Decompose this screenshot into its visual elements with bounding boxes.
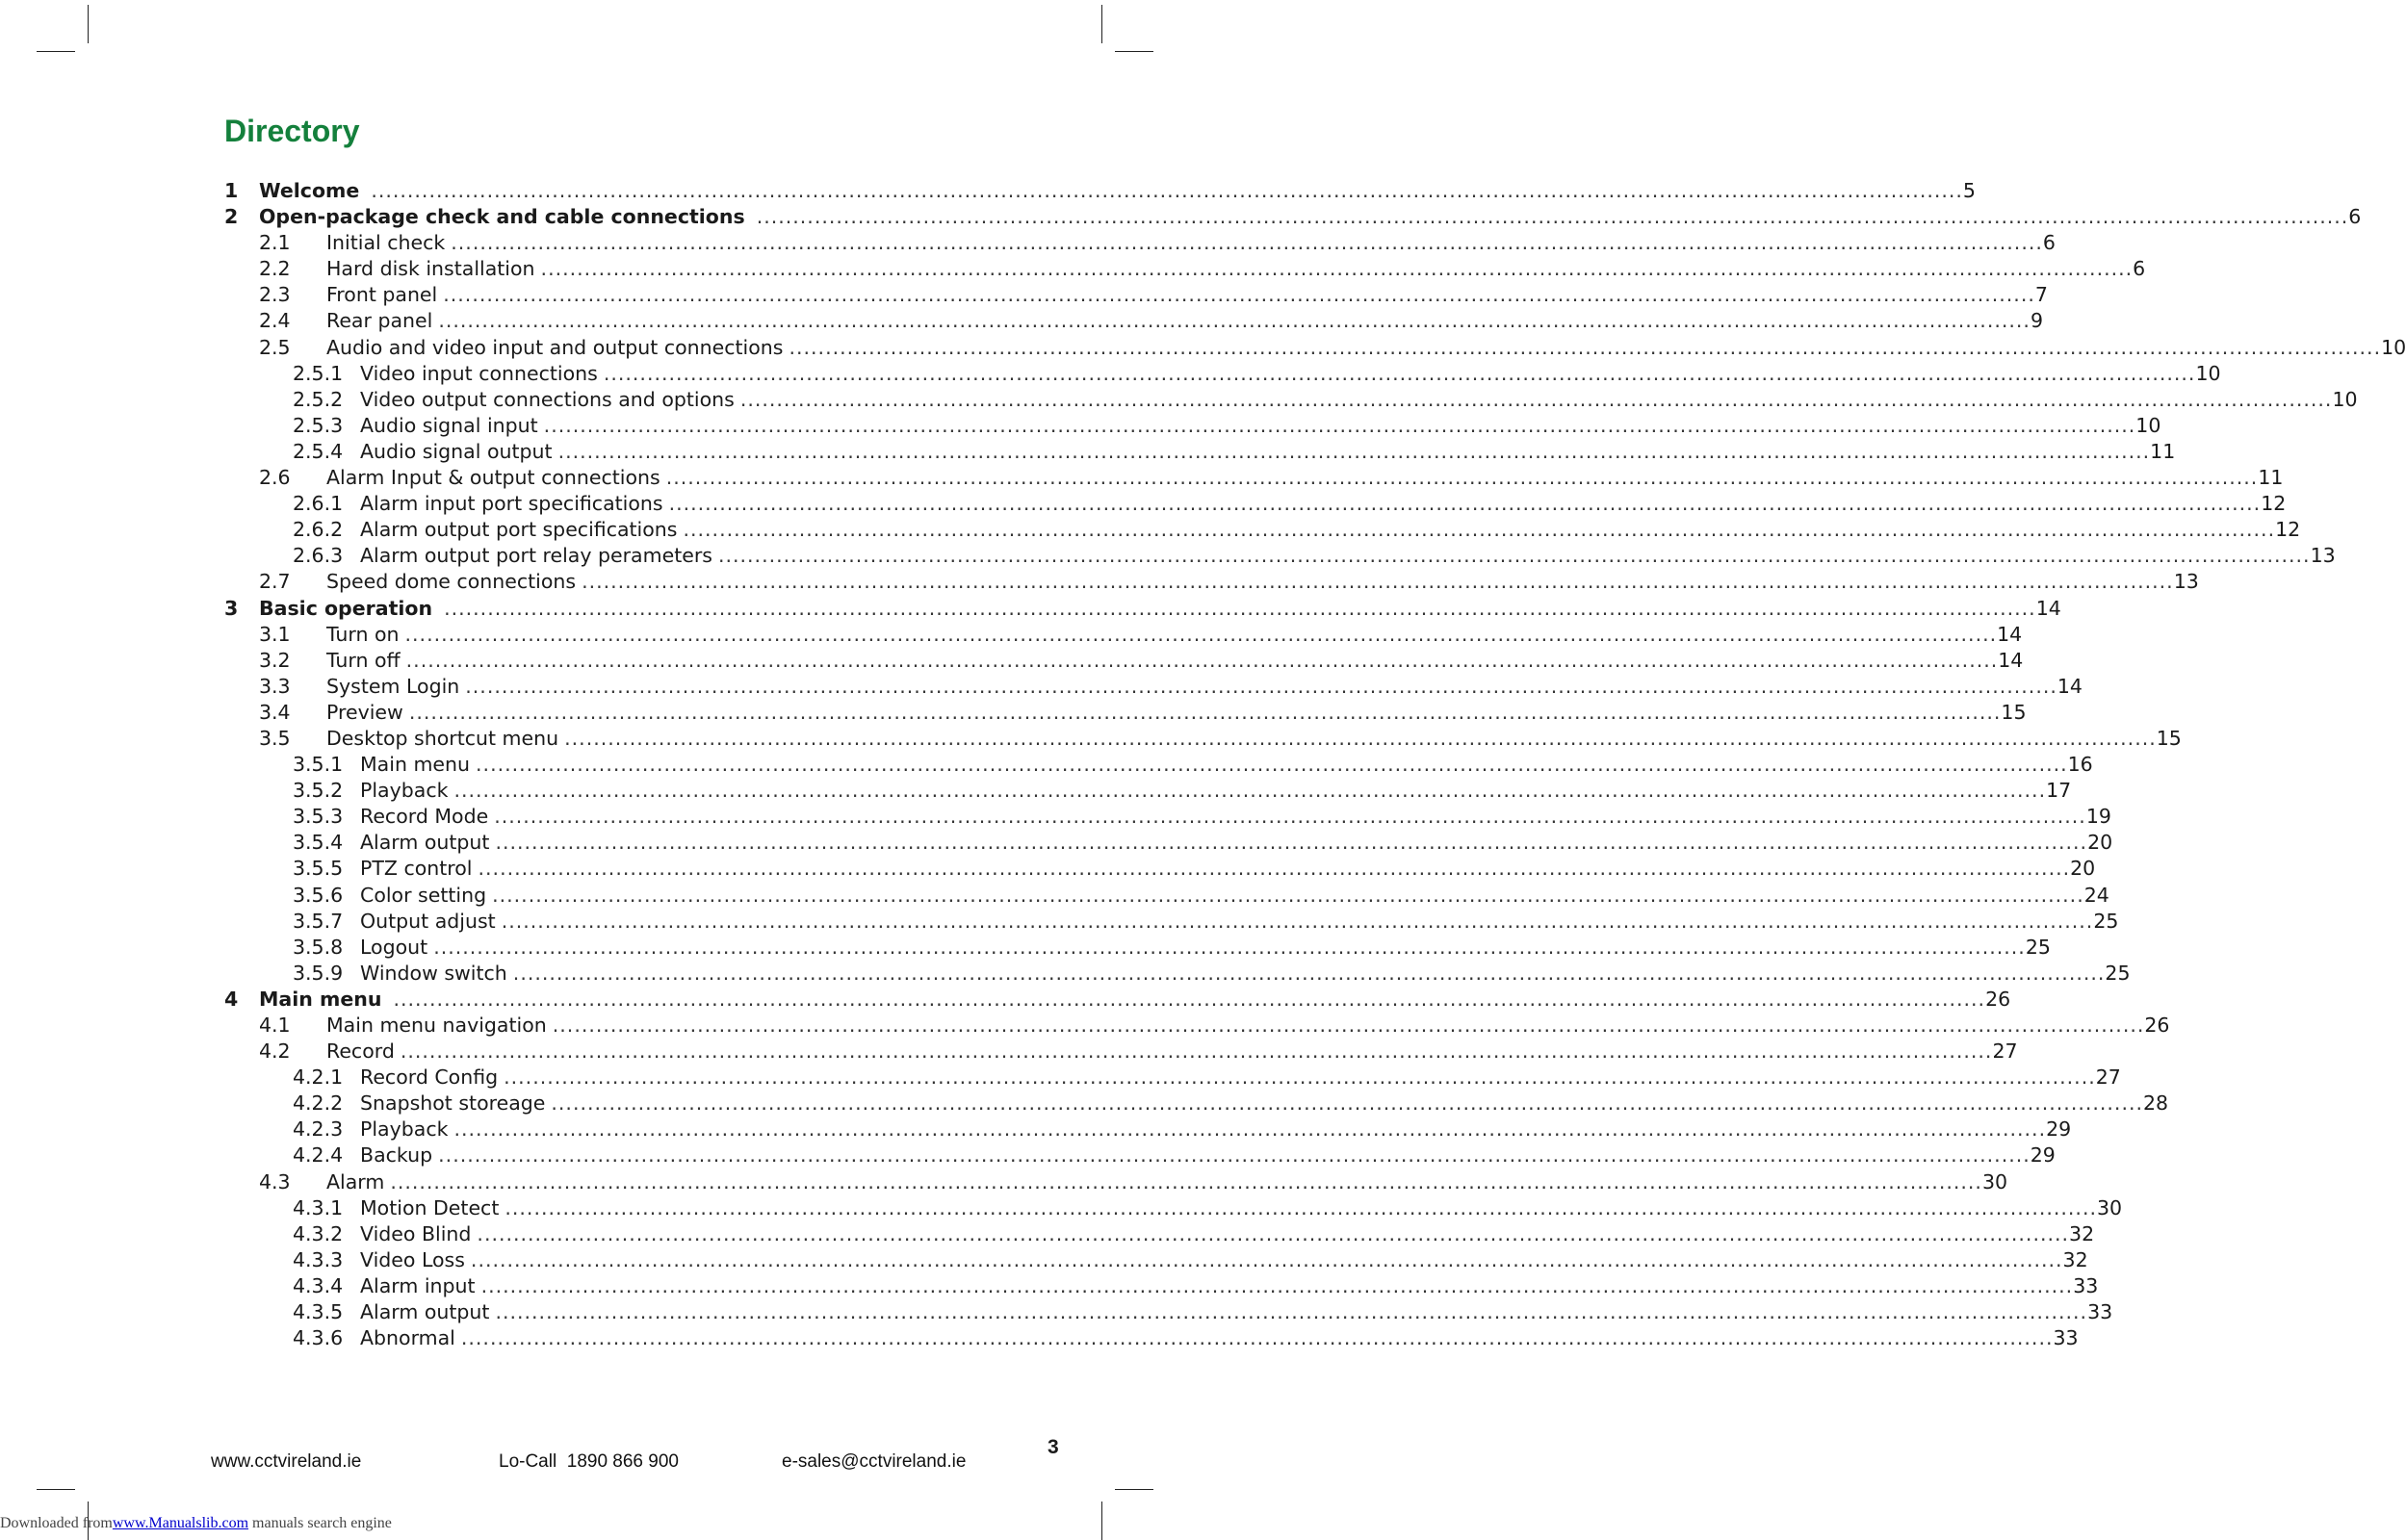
toc-entry xyxy=(224,178,1976,204)
toc-entry xyxy=(224,752,2093,778)
toc-entry-number: 1 xyxy=(224,179,239,202)
toc-entry-page: 24 xyxy=(2083,883,2109,907)
toc-entry-number: 2.6.3 xyxy=(293,544,344,568)
toc-entry-page: 17 xyxy=(2046,779,2072,803)
toc-entry xyxy=(224,387,2358,413)
download-prefix: Downloaded from xyxy=(0,1515,113,1531)
toc-entry-label: Backup xyxy=(360,1143,433,1168)
toc-entry xyxy=(224,1142,2056,1168)
toc-entry-page: 12 xyxy=(2275,518,2301,542)
toc-entry-number: 3.5.2 xyxy=(293,779,344,803)
toc-entry-page: 20 xyxy=(2087,831,2113,855)
toc-entry-number: 4.1 xyxy=(259,1014,291,1037)
toc-dot-leader: ............................................................................................................................................................................................................................ xyxy=(438,309,2031,333)
toc-entry-page: 9 xyxy=(2030,309,2043,333)
toc-dot-leader: ............................................................................................................................................................................................................................ xyxy=(480,1273,2074,1297)
toc-dot-leader: ............................................................................................................................................................................................................................ xyxy=(501,909,2094,933)
toc-entry-page: 6 xyxy=(2042,231,2056,255)
toc-entry-number: 2.6.1 xyxy=(293,492,344,516)
toc-dot-leader: ............................................................................................................................................................................................................................ xyxy=(476,753,2068,777)
toc-entry-number: 3.4 xyxy=(259,700,291,724)
toc-entry xyxy=(224,230,2056,256)
toc-entry xyxy=(224,282,2048,308)
toc-dot-leader: ............................................................................................................................................................................................................................ xyxy=(408,700,2002,724)
toc-entry-label: Main menu xyxy=(259,987,382,1011)
toc-entry-number: 2.6 xyxy=(259,466,291,490)
toc-entry xyxy=(224,700,2027,726)
toc-entry xyxy=(224,308,2043,334)
toc-entry xyxy=(224,856,2096,882)
toc-entry-label: Preview xyxy=(326,700,403,724)
toc-entry-label: Hard disk installation xyxy=(326,257,535,281)
toc-entry-label: Initial check xyxy=(326,231,446,255)
toc-entry-number: 4.3.4 xyxy=(293,1273,344,1297)
toc-entry-number: 4.3.6 xyxy=(293,1326,344,1350)
toc-entry-page: 14 xyxy=(2035,596,2061,620)
toc-entry-label: Alarm xyxy=(326,1169,385,1194)
toc-entry xyxy=(224,883,2109,909)
toc-entry-number: 4.3.3 xyxy=(293,1247,344,1271)
toc-entry xyxy=(224,804,2111,830)
toc-dot-leader: ............................................................................................................................................................................................................................ xyxy=(390,1169,1982,1194)
toc-entry-label: Output adjust xyxy=(360,909,496,933)
toc-entry-page: 19 xyxy=(2085,805,2111,829)
toc-entry-number: 3.5.9 xyxy=(293,961,344,985)
toc-entry-label: Speed dome connections xyxy=(326,570,577,594)
footer-website: www.cctvireland.ie xyxy=(211,1451,362,1472)
toc-entry xyxy=(224,1116,2072,1142)
toc-entry xyxy=(224,517,2301,543)
toc-entry-page: 6 xyxy=(2133,257,2146,281)
toc-dot-leader: ............................................................................................................................................................................................................................ xyxy=(492,883,2084,907)
crop-mark xyxy=(88,5,89,43)
toc-entry-label: Record xyxy=(326,1040,395,1064)
crop-mark xyxy=(1101,1502,1102,1540)
toc-dot-leader: ............................................................................................................................................................................................................................ xyxy=(400,1040,1993,1064)
toc-entry xyxy=(224,987,2011,1013)
toc-dot-leader: ............................................................................................................................................................................................................................ xyxy=(504,1195,2097,1219)
toc-entry-number: 3.5.5 xyxy=(293,857,344,881)
toc-dot-leader: ............................................................................................................................................................................................................................ xyxy=(739,387,2333,411)
toc-entry-label: Audio signal input xyxy=(360,413,538,437)
toc-entry-label: Alarm output xyxy=(360,1300,490,1324)
toc-entry-label: Alarm output xyxy=(360,831,490,855)
toc-entry-label: Video Loss xyxy=(360,1247,465,1271)
toc-entry-label: PTZ control xyxy=(360,857,473,881)
toc-entry-label: Record Mode xyxy=(360,805,489,829)
toc-entry-page: 25 xyxy=(2105,961,2131,985)
toc-entry-number: 2.2 xyxy=(259,257,291,281)
toc-entry xyxy=(224,361,2221,387)
toc-entry-number: 2.5.4 xyxy=(293,439,344,463)
toc-dot-leader: ............................................................................................................................................................................................................................ xyxy=(495,831,2088,855)
toc-entry-number: 3.5.6 xyxy=(293,883,344,907)
toc-entry-page: 33 xyxy=(2073,1273,2099,1297)
crop-mark xyxy=(37,51,75,52)
toc-entry-number: 3.5.3 xyxy=(293,805,344,829)
toc-entry-page: 11 xyxy=(2150,439,2176,463)
toc-entry xyxy=(224,569,2199,595)
toc-entry xyxy=(224,491,2287,517)
toc-entry-label: Alarm output port specifications xyxy=(360,518,678,542)
toc-entry-number: 2.3 xyxy=(259,283,291,307)
toc-entry xyxy=(224,439,2176,465)
toc-entry xyxy=(224,1195,2123,1221)
toc-entry-label: Alarm Input & output connections xyxy=(326,466,660,490)
toc-entry xyxy=(224,961,2131,987)
toc-entry-number: 3.2 xyxy=(259,648,291,672)
toc-dot-leader: ............................................................................................................................................................................................................................ xyxy=(603,361,2196,385)
table-of-contents xyxy=(224,178,2406,1351)
toc-dot-leader: ............................................................................................................................................................................................................................ xyxy=(438,1143,2031,1168)
toc-entry-number: 3.3 xyxy=(259,674,291,698)
toc-entry-number: 4.3 xyxy=(259,1169,291,1194)
toc-entry-label: Abnormal xyxy=(360,1326,455,1350)
toc-dot-leader: ............................................................................................................................................................................................................................ xyxy=(564,726,2157,750)
toc-entry-page: 10 xyxy=(2381,335,2406,359)
toc-entry-number: 4.2.1 xyxy=(293,1065,344,1090)
toc-entry-page: 11 xyxy=(2258,466,2284,490)
toc-dot-leader: ............................................................................................................................................................................................................................ xyxy=(552,1014,2145,1037)
toc-entry-label: Main menu xyxy=(360,753,471,777)
toc-entry-page: 10 xyxy=(2195,361,2221,385)
crop-mark xyxy=(1101,5,1102,43)
toc-entry-label: Main menu navigation xyxy=(326,1014,547,1037)
toc-entry-label: Video output connections and options xyxy=(360,387,735,411)
toc-entry xyxy=(224,622,2023,648)
toc-dot-leader: ............................................................................................................................................................................................................................ xyxy=(494,805,2086,829)
toc-entry-label: Audio signal output xyxy=(360,439,553,463)
toc-entry xyxy=(224,543,2336,569)
toc-entry-number: 2 xyxy=(224,205,239,229)
toc-dot-leader: ............................................................................................................................................................................................................................ xyxy=(512,961,2106,985)
toc-entry-page: 28 xyxy=(2143,1091,2169,1116)
toc-entry-page: 33 xyxy=(2087,1300,2113,1324)
toc-entry-number: 4.3.5 xyxy=(293,1300,344,1324)
toc-entry-number: 4.2 xyxy=(259,1040,291,1064)
toc-entry-label: Record Config xyxy=(360,1065,499,1090)
page-title: Directory xyxy=(224,114,360,148)
toc-entry-page: 10 xyxy=(2135,413,2161,437)
toc-entry-label: Alarm input xyxy=(360,1273,476,1297)
toc-entry-page: 29 xyxy=(2046,1117,2072,1142)
toc-entry-page: 16 xyxy=(2067,753,2093,777)
toc-entry-number: 3.5.4 xyxy=(293,831,344,855)
toc-entry xyxy=(224,204,2362,230)
toc-entry xyxy=(224,1013,2170,1039)
toc-entry-page: 5 xyxy=(1962,179,1976,202)
toc-entry-label: Motion Detect xyxy=(360,1195,500,1219)
toc-entry-number: 2.5 xyxy=(259,335,291,359)
toc-entry-label: Color setting xyxy=(360,883,487,907)
toc-entry xyxy=(224,1325,2079,1351)
toc-dot-leader: ............................................................................................................................................................................................................................ xyxy=(478,857,2071,881)
toc-entry-label: Alarm input port specifications xyxy=(360,492,663,516)
toc-entry xyxy=(224,1299,2113,1325)
toc-entry-number: 4.2.3 xyxy=(293,1117,344,1142)
toc-dot-leader: ............................................................................................................................................................................................................................ xyxy=(433,935,2026,959)
toc-entry-page: 10 xyxy=(2332,387,2358,411)
toc-dot-leader: ............................................................................................................................................................................................................................ xyxy=(453,779,2047,803)
toc-entry-label: Rear panel xyxy=(326,309,433,333)
toc-dot-leader: ............................................................................................................................................................................................................................ xyxy=(477,1221,2070,1245)
crop-mark xyxy=(1115,51,1153,52)
toc-entry-page: 27 xyxy=(1992,1040,2018,1064)
toc-entry xyxy=(224,935,2051,961)
toc-entry-label: Video Blind xyxy=(360,1221,472,1245)
toc-entry-number: 3.5.7 xyxy=(293,909,344,933)
footer-phone: Lo-Call 1890 866 900 xyxy=(499,1451,679,1472)
toc-dot-leader: ............................................................................................................................................................................................................................ xyxy=(405,648,1999,672)
toc-entry xyxy=(224,465,2284,491)
toc-entry xyxy=(224,726,2182,752)
toc-entry xyxy=(224,596,2061,622)
toc-entry-page: 15 xyxy=(2001,700,2027,724)
toc-entry-label: Front panel xyxy=(326,283,438,307)
toc-entry-label: Window switch xyxy=(360,961,507,985)
toc-entry-label: Playback xyxy=(360,779,449,803)
download-suffix: manuals search engine xyxy=(248,1515,392,1531)
toc-entry-page: 7 xyxy=(2034,283,2048,307)
toc-dot-leader: ............................................................................................................................................................................................................................ xyxy=(451,231,2043,255)
toc-entry-label: Open-package check and cable connections xyxy=(259,205,745,229)
toc-entry-page: 25 xyxy=(2025,935,2051,959)
toc-entry-number: 4 xyxy=(224,987,239,1011)
toc-entry-page: 13 xyxy=(2173,570,2199,594)
crop-mark xyxy=(37,1489,75,1490)
toc-dot-leader: ............................................................................................................................................................................................................................ xyxy=(717,544,2311,568)
toc-dot-leader: ............................................................................................................................................................................................................................ xyxy=(453,1117,2047,1142)
toc-entry-label: Playback xyxy=(360,1117,449,1142)
toc-entry-number: 2.4 xyxy=(259,309,291,333)
toc-dot-leader: ............................................................................................................................................................................................................................ xyxy=(683,518,2276,542)
toc-entry-label: Basic operation xyxy=(259,596,433,620)
toc-entry-number: 4.3.1 xyxy=(293,1195,344,1219)
toc-entry-page: 26 xyxy=(1985,987,2011,1011)
toc-entry-number: 3.1 xyxy=(259,622,291,646)
toc-entry-label: Snapshot storeage xyxy=(360,1091,546,1116)
download-bar xyxy=(0,1515,392,1532)
toc-dot-leader: ............................................................................................................................................................................................................................ xyxy=(404,622,1998,646)
toc-dot-leader: ............................................................................................................................................................................................................................ xyxy=(756,205,2349,229)
toc-dot-leader: ............................................................................................................................................................................................................................ xyxy=(495,1300,2088,1324)
toc-entry-number: 2.5.2 xyxy=(293,387,344,411)
toc-entry-page: 30 xyxy=(2096,1195,2123,1219)
toc-dot-leader: ............................................................................................................................................................................................................................ xyxy=(460,1326,2054,1350)
toc-entry-page: 6 xyxy=(2348,205,2362,229)
toc-entry-number: 3.5.1 xyxy=(293,753,344,777)
toc-dot-leader: ............................................................................................................................................................................................................................ xyxy=(465,674,2057,698)
toc-entry xyxy=(224,909,2119,935)
toc-dot-leader: ............................................................................................................................................................................................................................ xyxy=(551,1091,2143,1116)
toc-entry-number: 2.1 xyxy=(259,231,291,255)
toc-dot-leader: ............................................................................................................................................................................................................................ xyxy=(470,1247,2063,1271)
toc-dot-leader: ............................................................................................................................................................................................................................ xyxy=(393,987,1986,1011)
toc-entry xyxy=(224,778,2072,804)
toc-entry-page: 14 xyxy=(1998,648,2024,672)
toc-entry-page: 32 xyxy=(2062,1247,2088,1271)
toc-entry-label: Alarm output port relay perameters xyxy=(360,544,712,568)
toc-entry-page: 33 xyxy=(2053,1326,2079,1350)
toc-entry xyxy=(224,1221,2095,1247)
toc-entry-page: 29 xyxy=(2030,1143,2056,1168)
manualslib-link[interactable]: www.Manualslib.com xyxy=(112,1515,249,1531)
toc-entry-number: 2.5.3 xyxy=(293,413,344,437)
toc-entry xyxy=(224,674,2083,700)
toc-entry-page: 14 xyxy=(1997,622,2023,646)
toc-entry-page: 13 xyxy=(2310,544,2336,568)
toc-dot-leader: ............................................................................................................................................................................................................................ xyxy=(582,570,2174,594)
toc-dot-leader: ............................................................................................................................................................................................................................ xyxy=(543,413,2136,437)
toc-entry xyxy=(224,1273,2099,1299)
crop-mark xyxy=(1115,1489,1153,1490)
toc-entry-label: Turn on xyxy=(326,622,400,646)
toc-entry-page: 12 xyxy=(2261,492,2287,516)
toc-entry-page: 20 xyxy=(2070,857,2096,881)
toc-dot-leader: ............................................................................................................................................................................................................................ xyxy=(443,283,2035,307)
toc-entry-number: 3.5 xyxy=(259,726,291,750)
toc-dot-leader: ............................................................................................................................................................................................................................ xyxy=(665,466,2259,490)
toc-dot-leader: ............................................................................................................................................................................................................................ xyxy=(789,335,2382,359)
toc-dot-leader: ............................................................................................................................................................................................................................ xyxy=(504,1065,2096,1090)
toc-entry-page: 30 xyxy=(1981,1169,2008,1194)
toc-entry xyxy=(224,1247,2088,1273)
toc-dot-leader: ............................................................................................................................................................................................................................ xyxy=(557,439,2151,463)
toc-entry-page: 14 xyxy=(2057,674,2083,698)
toc-entry xyxy=(224,256,2146,282)
toc-entry xyxy=(224,1065,2121,1091)
toc-entry-number: 4.2.2 xyxy=(293,1091,344,1116)
toc-entry-number: 2.5.1 xyxy=(293,361,344,385)
toc-entry-page: 15 xyxy=(2156,726,2182,750)
toc-entry-page: 32 xyxy=(2069,1221,2095,1245)
page-number: 3 xyxy=(1048,1436,1059,1458)
toc-dot-leader: ............................................................................................................................................................................................................................ xyxy=(668,492,2262,516)
toc-entry-number: 3 xyxy=(224,596,239,620)
toc-dot-leader: ............................................................................................................................................................................................................................ xyxy=(540,257,2134,281)
footer-email: e-sales@cctvireland.ie xyxy=(782,1451,967,1472)
toc-entry-page: 26 xyxy=(2144,1014,2170,1037)
toc-entry-label: Logout xyxy=(360,935,428,959)
toc-entry-label: Desktop shortcut menu xyxy=(326,726,559,750)
toc-entry-label: Video input connections xyxy=(360,361,598,385)
toc-entry-number: 2.6.2 xyxy=(293,518,344,542)
toc-entry xyxy=(224,1091,2169,1116)
toc-entry-page: 25 xyxy=(2093,909,2119,933)
toc-entry-number: 4.3.2 xyxy=(293,1221,344,1245)
toc-dot-leader: ............................................................................................................................................................................................................................ xyxy=(371,179,1963,202)
toc-entry-number: 4.2.4 xyxy=(293,1143,344,1168)
toc-entry-label: Turn off xyxy=(326,648,401,672)
toc-entry-page: 27 xyxy=(2095,1065,2121,1090)
toc-entry-label: Audio and video input and output connections xyxy=(326,335,784,359)
toc-entry-label: Welcome xyxy=(259,179,360,202)
toc-entry xyxy=(224,413,2161,439)
toc-entry-number: 3.5.8 xyxy=(293,935,344,959)
toc-dot-leader: ............................................................................................................................................................................................................................ xyxy=(444,596,2036,620)
toc-entry xyxy=(224,1039,2018,1065)
toc-entry-label: System Login xyxy=(326,674,460,698)
toc-entry xyxy=(224,1169,2008,1195)
toc-entry xyxy=(224,830,2113,856)
toc-entry-number: 2.7 xyxy=(259,570,291,594)
toc-entry xyxy=(224,648,2024,674)
toc-entry xyxy=(224,335,2406,361)
